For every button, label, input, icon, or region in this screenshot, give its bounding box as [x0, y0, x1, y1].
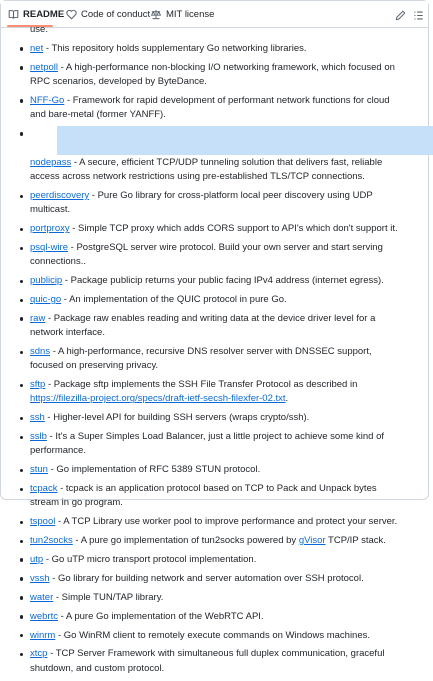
list-item	[1, 241, 428, 269]
repo-link[interactable]: vssh	[30, 572, 50, 584]
repo-link[interactable]: raw	[30, 312, 46, 324]
repo-description: - A pure Go implementation of the WebRTC API.	[57, 610, 264, 622]
repo-link[interactable]: stun	[30, 464, 48, 476]
repo-description: - Pure Go library for cross-platform local peer discovery using UDP multicast.	[30, 190, 373, 216]
repo-link[interactable]: net	[30, 42, 44, 54]
readme-content	[1, 24, 428, 674]
list-item	[1, 345, 428, 373]
repo-description: - A high-performance, recursive DNS resolver server with DNSSEC support, focused on preserving privacy.	[30, 346, 372, 372]
inline-link[interactable]: gVisor	[298, 535, 326, 547]
repo-description: - TCP Server Framework with simultaneous full duplex communication, graceful shutdown, and custom protocol.	[30, 648, 385, 674]
repo-link[interactable]: nodepass	[30, 156, 72, 168]
repo-description: - Framework for rapid development of performant network functions for cloud and bare-metal (former YANFF).	[30, 94, 390, 121]
repo-description-tail: TCP/IP stack.	[325, 535, 386, 547]
repo-link[interactable]: sdns	[30, 346, 51, 358]
repo-link[interactable]: publicip	[30, 275, 63, 287]
repo-link[interactable]: sftp	[30, 379, 46, 391]
list-item	[1, 572, 428, 586]
repo-description: - A high-performance non-blocking I/O networking framework, which focused on RPC scenarios, developed by ByteDance.	[30, 61, 395, 87]
repo-link[interactable]: psql-wire	[30, 242, 69, 254]
repo-description: - Go implementation of RFC 5389 STUN protocol.	[47, 464, 261, 476]
tab-readme-label: README	[23, 8, 65, 20]
repo-description: - Higher-level API for building SSH servers (wraps crypto/ssh).	[44, 412, 310, 424]
repo-description: - Package publicip returns your public facing IPv4 address (internet egress).	[62, 275, 384, 287]
list-item	[1, 430, 428, 458]
repo-description: - A secure, efficient TCP/UDP tunneling solution that delivers fast, reliable access across network restrictions using pre-established TLS/TCP connections.	[30, 156, 383, 183]
list-item	[1, 553, 428, 567]
repo-link[interactable]: portproxy	[30, 223, 70, 235]
repo-description: - Package sftp implements the SSH File Transfer Protocol as described in	[45, 379, 358, 391]
list-item	[1, 42, 428, 56]
list-item	[1, 411, 428, 425]
list-item	[1, 61, 428, 89]
repo-description: - Simple TUN/TAP library.	[53, 591, 164, 603]
list-item	[1, 463, 428, 477]
repo-link[interactable]: xtcp	[30, 648, 48, 660]
repo-description: - PostgreSQL server wire protocol. Build your own server and start serving connections..	[30, 242, 383, 268]
repo-link[interactable]: webrtc	[30, 610, 58, 622]
list-item	[1, 378, 428, 406]
tab-mit-license-label: MIT license	[166, 8, 215, 20]
repo-description: - Package raw enables reading and writing data at the device driver level for a network interface.	[30, 312, 376, 339]
repo-link[interactable]: water	[30, 591, 54, 603]
tab-code-of-conduct-label: Code of conduct	[81, 8, 151, 20]
repo-description: - Go library for building network and server automation over SSH protocol.	[49, 572, 364, 584]
repo-link[interactable]: ssh	[30, 412, 45, 424]
repo-link[interactable]: utp	[30, 553, 44, 565]
repo-description: - tcpack is an application protocol based on TCP to Pack and Unpack bytes stream in go program.	[30, 483, 377, 509]
list-item	[1, 534, 428, 548]
repo-description: - An implementation of the QUIC protocol in pure Go.	[61, 294, 287, 306]
list-item	[1, 274, 428, 288]
scale-icon	[150, 9, 162, 20]
repo-link[interactable]: tcpack	[30, 483, 58, 495]
repo-description: use.	[30, 24, 48, 35]
repo-description: - Go WinRM client to remotely execute commands on Windows machines.	[55, 629, 371, 641]
repo-list	[1, 23, 428, 681]
repo-link[interactable]: netpoll	[30, 61, 58, 73]
repo-description: - A TCP Library use worker pool to improve performance and protect your server.	[55, 516, 398, 528]
text-selection-highlight	[57, 126, 433, 155]
repo-description: - This repository holds supplementary Go networking libraries.	[43, 42, 307, 54]
list-item	[1, 610, 428, 624]
repo-link[interactable]: sslb	[30, 431, 47, 443]
heart-icon	[66, 9, 77, 20]
list-item	[1, 127, 428, 184]
list-item	[1, 515, 428, 529]
list-item	[1, 222, 428, 236]
repo-description: - Simple TCP proxy which adds CORS support to API's which don't support it.	[69, 223, 398, 235]
book-icon	[8, 9, 19, 20]
list-item	[1, 94, 428, 122]
repo-description: - Go uTP micro transport protocol implementation.	[43, 553, 257, 565]
list-item	[1, 482, 428, 510]
repo-link[interactable]: quic-go	[30, 294, 62, 306]
list-item	[1, 189, 428, 217]
repo-description: - A pure go implementation of tun2socks powered by	[72, 535, 299, 547]
list-item	[1, 23, 428, 37]
list-item	[1, 591, 428, 605]
list-item	[1, 293, 428, 307]
repo-link[interactable]: NFF-Go	[30, 94, 65, 106]
repo-description: - It's a Super Simples Load Balancer, just a little project to achieve some kind of performance.	[30, 431, 385, 457]
list-item	[1, 312, 428, 340]
repo-link[interactable]: tun2socks	[30, 535, 73, 547]
repo-link[interactable]: peerdiscovery	[30, 190, 90, 202]
inline-link[interactable]: https://filezilla-project.org/specs/draft-ietf-secsh-filexfer-02.txt	[30, 393, 286, 405]
repo-link[interactable]: winrm	[30, 629, 56, 641]
repo-description-tail: .	[285, 393, 289, 405]
list-item	[1, 647, 428, 675]
list-item	[1, 629, 428, 643]
repo-link[interactable]: tspool	[30, 516, 56, 528]
